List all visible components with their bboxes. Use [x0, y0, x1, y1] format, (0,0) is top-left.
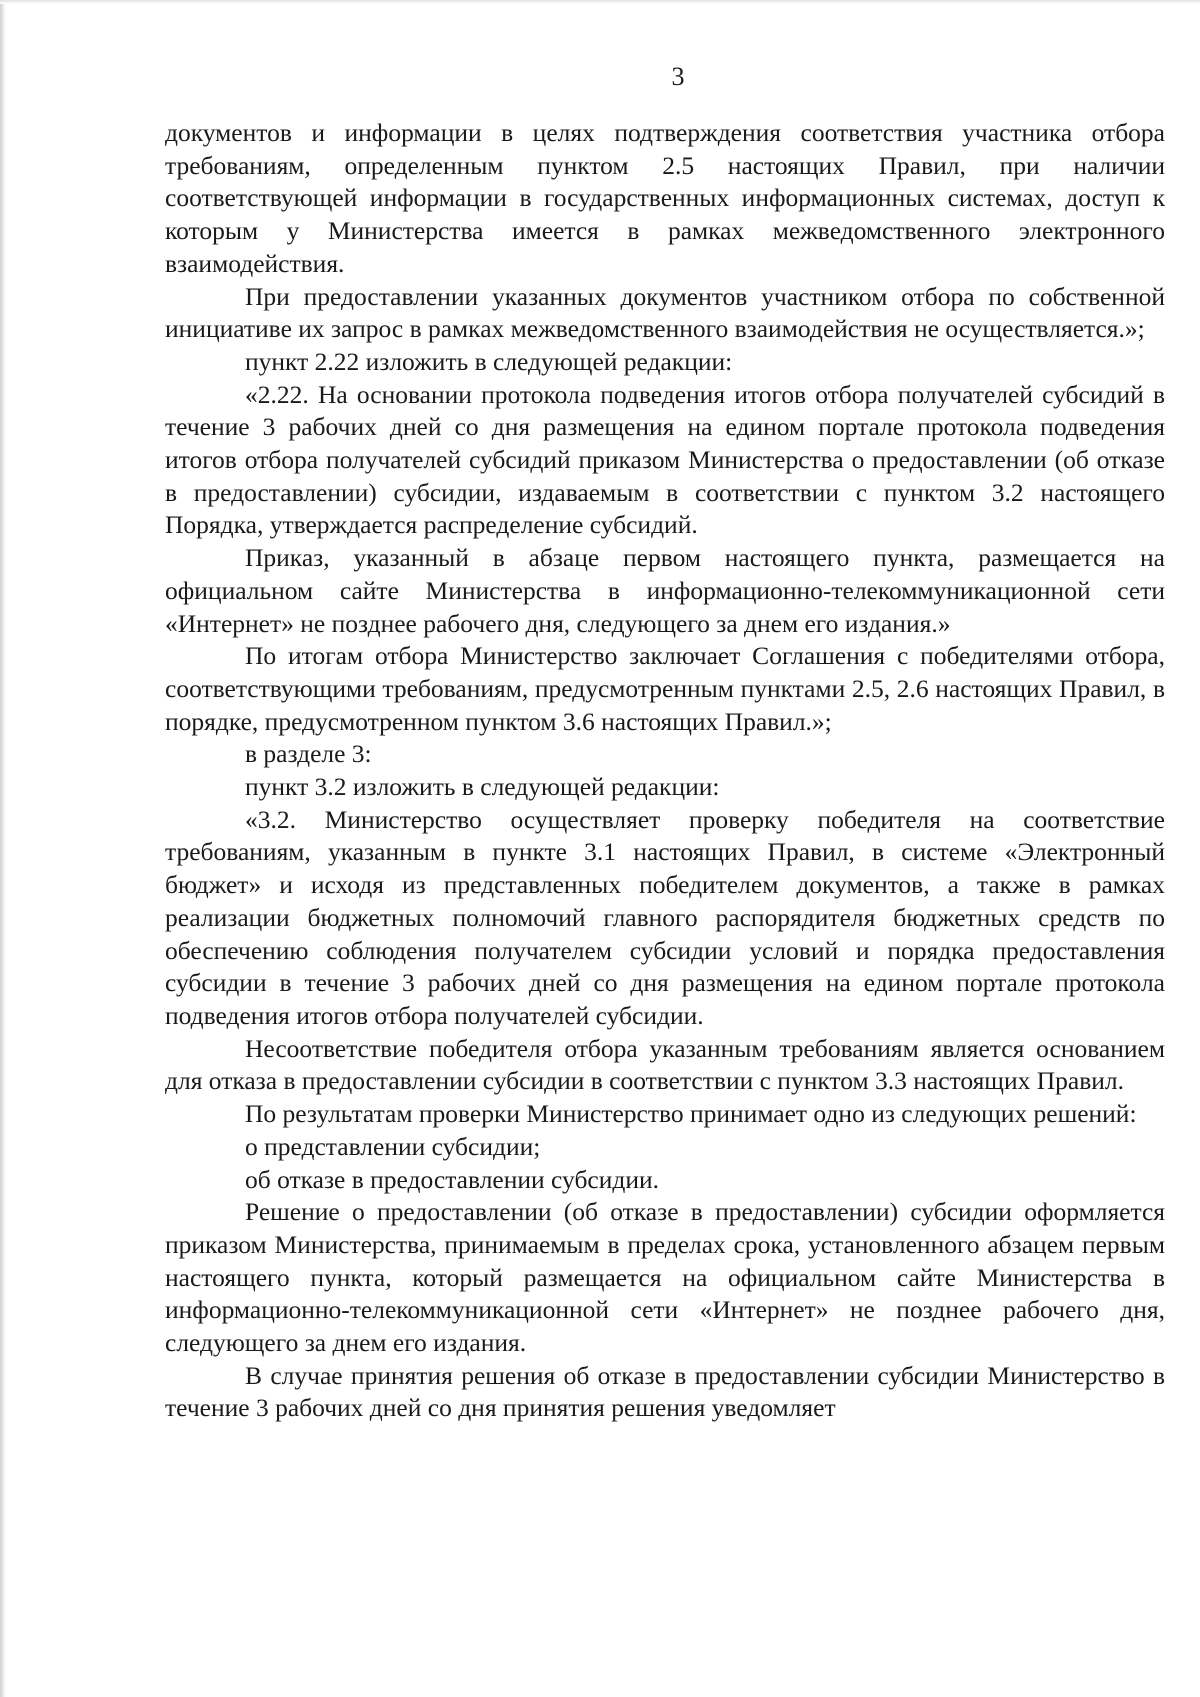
paragraph: По результатам проверки Министерство принимает одно из следующих решений: — [245, 1099, 1137, 1129]
paragraph: Несоответствие победителя отбора указанным требованиям является основанием для отказа в предоставлении субсидии в соответствии с пунктом 3.3 настоящих Правил. — [165, 1033, 1165, 1096]
paragraph-clause-3-2: «3.2. Министерство осуществляет проверку победителя на соответствие требованиям, указанным в пункте 3.1 настоящих Правил, в системе «Электронный бюджет» и исходя из представленных победителем документов, а также в рамках реализации бюджетных полномочий главного распорядителя бюджетных средств по обеспечению соблюдения получателем субсидии условий и порядка предоставления субсидии в течение 3 рабочих дней со дня размещения на едином портале протокола подведения итогов отбора получателей субсидии. — [165, 804, 1165, 1030]
paragraph-clause-2-22: «2.22. На основании протокола подведения итогов отбора получателей субсидий в течение 3 рабочих дней со дня размещения на едином портале протокола подведения итогов отбора получателей субсидий приказом Министерства о предоставлении (об отказе в предоставлении) субсидии, издаваемым в соответствии с пунктом 3.2 настоящего Порядка, утверждается распределение субсидий. — [165, 379, 1165, 540]
scan-top-edge — [0, 0, 1200, 4]
section-instruction: в разделе 3: — [245, 739, 372, 769]
paragraph: Решение о предоставлении (об отказе в предоставлении) субсидии оформляется приказом Министерства, принимаемым в пределах срока, установленного абзацем первым настоящего пункта, который размещается на официальном сайте Министерства в информационно-телекоммуникационной сети «Интернет» не позднее рабочего дня, следующего за днем его издания. — [165, 1197, 1165, 1358]
amendment-instruction: пункт 3.2 изложить в следующей редакции: — [245, 772, 720, 802]
page-number: 3 — [671, 62, 685, 91]
paragraph-continues-next-page: В случае принятия решения об отказе в предоставлении субсидии Министерство в течение 3 рабочих дней со дня принятия решения уведомляет — [165, 1360, 1165, 1423]
amendment-instruction: пункт 2.22 изложить в следующей редакции: — [245, 346, 733, 376]
decision-option: об отказе в предоставлении субсидии. — [245, 1164, 660, 1194]
decision-option: о представлении субсидии; — [245, 1131, 541, 1161]
paragraph: По итогам отбора Министерство заключает Соглашения с победителями отбора, соответствующими требованиям, предусмотренным пунктами 2.5, 2.6 настоящих Правил, в порядке, предусмотренном пунктом 3.6 настоящих Правил.»; — [165, 641, 1165, 736]
paragraph: При предоставлении указанных документов участником отбора по собственной инициативе их запрос в рамках межведомственного взаимодействия не осуществляется.»; — [165, 281, 1165, 344]
scan-left-edge — [0, 0, 6, 1697]
document-body — [165, 117, 1165, 1425]
paragraph-continuation: документов и информации в целях подтверждения соответствия участника отбора требованиям, определенным пунктом 2.5 настоящих Правил, при наличии соответствующей информации в государственных информационных системах, доступ к которым у Министерства имеется в рамках межведомственного электронного взаимодействия. — [165, 118, 1165, 278]
paragraph: Приказ, указанный в абзаце первом настоящего пункта, размещается на официальном сайте Министерства в информационно-телекоммуникационной сети «Интернет» не позднее рабочего дня, следующего за днем его издания.» — [165, 543, 1165, 638]
